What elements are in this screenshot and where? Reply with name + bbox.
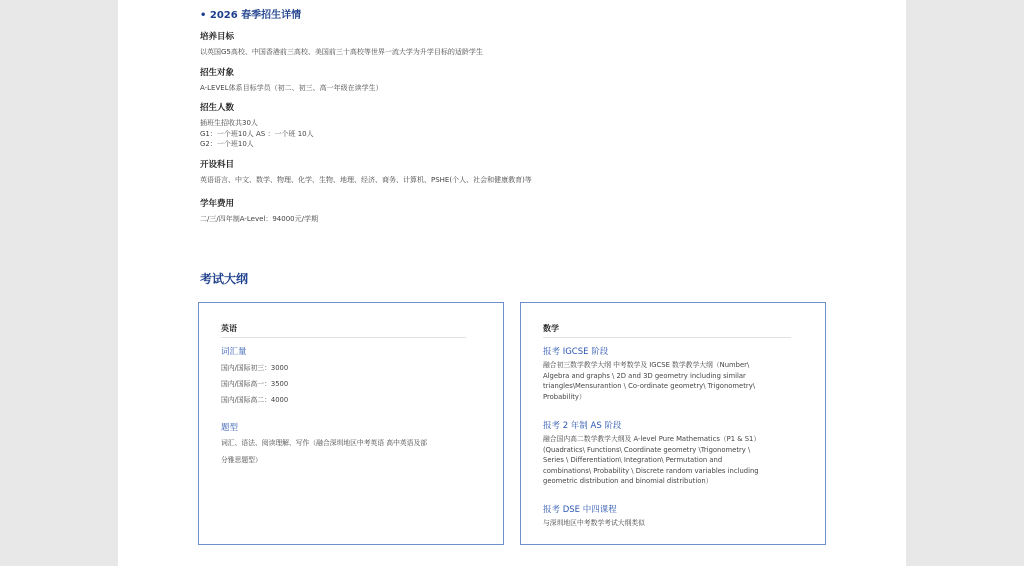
igcse-line: Probability）	[543, 392, 586, 401]
as-line: combinations\ Probability \ Discrete random variables including	[543, 466, 759, 475]
vocab-line: 国内/国际高二：4000	[221, 396, 289, 404]
content-page	[118, 0, 906, 566]
fee-block	[200, 197, 820, 225]
quota-line: 插班生招收共30人	[200, 119, 258, 127]
goal-title: 培养目标	[200, 32, 235, 42]
quota-title: 招生人数	[200, 103, 235, 113]
igcse-line: triangles\Mensurantion \ Co-ordinate geometry\ Trigonometry\	[543, 382, 756, 390]
quota-block	[200, 101, 820, 150]
target-title: 招生对象	[200, 68, 235, 78]
english-card-title: 英语	[221, 324, 237, 333]
types-line: 分雅思题型）	[221, 456, 262, 464]
as-line: geometric distribution and binomial distribution）	[543, 477, 713, 485]
subjects-block	[200, 158, 820, 186]
card-divider	[221, 337, 466, 338]
syllabus-title: 考试大纲	[200, 272, 249, 286]
vocab-title: 词汇量	[221, 347, 247, 357]
subjects-line: 英语语言、中文、数学、物理、化学、生物、地理、经济、商务、计算机、PSHE(个人、社会和健康教育)等	[200, 176, 532, 184]
dse-line: 与深圳地区中考数学考试大纲类似	[543, 519, 645, 527]
fee-line: 二/三/四年制A-Level：94000元/学期	[200, 215, 318, 223]
dse-title: 报考 DSE 中四课程	[543, 505, 617, 515]
igcse-title: 报考 IGCSE 阶段	[543, 347, 609, 357]
vocab-line: 国内/国际初三：3000	[221, 364, 289, 372]
goal-line: 以英国G5高校、中国香港前三高校、美国前三十高校等世界一流大学为升学目标的适龄学生	[200, 48, 483, 56]
igcse-line: Algebra and graphs \ 2D and 3D geometry including similar	[543, 371, 746, 380]
math-card-title: 数学	[543, 324, 559, 333]
as-title: 报考 2 年制 AS 阶段	[543, 421, 622, 431]
as-line: (Quadratics\ Functions\ Coordinate geometry \Trigonometry \	[543, 445, 751, 454]
subjects-title: 开设科目	[200, 160, 235, 170]
quota-line: G2：一个班10人	[200, 140, 254, 148]
vocab-line: 国内/国际高一：3500	[221, 380, 289, 388]
types-title: 题型	[221, 423, 239, 433]
as-line: Series \ Differentiation\ Integration\ Permutation and	[543, 456, 723, 464]
fee-title: 学年费用	[200, 199, 235, 209]
enrollment-heading: • 2026 春季招生详情	[200, 10, 302, 21]
target-line: A-LEVEL体系目标学员（初二、初三、高一年级在读学生）	[200, 84, 383, 92]
math-card	[520, 302, 826, 545]
types-line: 词汇、语法、阅读理解、写作（融合深圳地区中考英语 高中英语及部	[221, 439, 428, 447]
igcse-line: 融合初三数学教学大纲 中考数学及 IGCSE 数学教学大纲（Number\	[543, 361, 750, 369]
quota-line: G1：一个班10人 AS ：一个班 10人	[200, 129, 314, 138]
goal-block	[200, 30, 820, 58]
card-divider	[543, 337, 791, 338]
target-block	[200, 66, 820, 94]
english-card	[198, 302, 504, 545]
as-line: 融合国内高二数学教学大纲及 A-level Pure Mathematics（P1 & S1）	[543, 435, 761, 443]
